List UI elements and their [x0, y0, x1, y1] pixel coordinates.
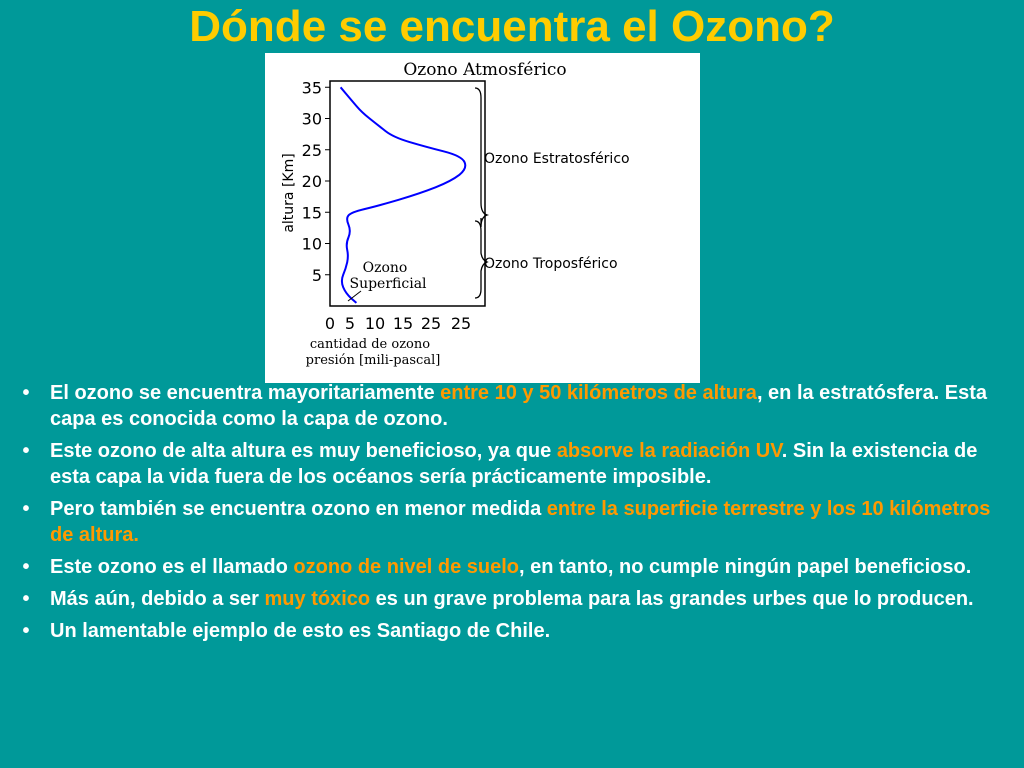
bullet-symbol: • [22, 556, 30, 578]
y-tick-label: 5 [311, 265, 322, 285]
bullet-text-tail: , en la estratósfera. Esta capa es conocida como la capa de ozono. [50, 382, 988, 430]
bullet-item [16, 438, 1011, 490]
x-tick-group [325, 314, 471, 333]
y-axis-label: altura [Km] [281, 153, 297, 233]
bullet-text: Un lamentable ejemplo de esto es Santiago de Chile. [50, 620, 551, 642]
bullet-highlight: muy tóxico [264, 588, 371, 610]
x-tick-label: 5 [344, 314, 356, 333]
bullet-item [16, 380, 1011, 432]
y-tick-label: 25 [301, 140, 322, 160]
bullet-list [16, 380, 1011, 650]
x-tick-label: 25 [420, 314, 442, 333]
surface-label-line1: Ozono [362, 260, 408, 276]
bullet-item [16, 618, 1011, 644]
x-tick-label: 10 [364, 314, 386, 333]
bullet-text: Pero también se encuentra ozono en menor medida [50, 498, 547, 520]
bullet-item [16, 554, 1011, 580]
surface-label-line2: Superficial [349, 276, 427, 292]
bullet-highlight: absorve la radiación UV [556, 440, 782, 462]
x-axis-label-line1: cantidad de ozono [309, 337, 431, 352]
bullet-highlight: entre la superficie terrestre y los 10 kilómetros de altura. [50, 498, 991, 546]
bullet-text: El ozono se encuentra mayoritariamente [50, 382, 441, 404]
y-tick-label: 15 [301, 203, 322, 223]
bullet-item [16, 586, 1011, 612]
bullet-text-tail: . Sin la existencia de esta capa la vida fuera de los océanos sería prácticamente imposible. [50, 440, 978, 488]
y-tick-label: 20 [301, 172, 322, 191]
y-tick-label: 30 [301, 109, 322, 129]
ozone-chart-figure [265, 53, 700, 383]
bullet-symbol: • [22, 620, 30, 642]
tropospheric-label: Ozono Troposférico [484, 256, 618, 272]
stratospheric-label: Ozono Estratosférico [484, 151, 630, 167]
plot-frame [330, 81, 485, 306]
bullet-item [16, 496, 1011, 548]
y-tick-label: 35 [301, 78, 322, 98]
bullet-text-tail: , en tanto, no cumple ningún papel beneficioso. [519, 556, 972, 578]
slide-title: Dónde se encuentra el Ozono? [189, 2, 835, 51]
x-tick-label: 25 [450, 314, 472, 333]
bullet-text-tail: es un grave problema para las grandes urbes que lo producen. [370, 588, 974, 610]
x-tick-label: 15 [392, 314, 414, 333]
bullet-symbol: • [22, 382, 30, 404]
y-tick-label: 10 [301, 234, 322, 254]
bullet-highlight: entre 10 y 50 kilómetros de altura [440, 382, 757, 404]
ozone-chart [265, 53, 700, 383]
chart-title: Ozono Atmosférico [403, 60, 567, 80]
bullet-text: Más aún, debido a ser [50, 588, 265, 610]
bullet-highlight: ozono de nivel de suelo [293, 556, 519, 578]
bullet-text: Este ozono de alta altura es muy beneficioso, ya que [50, 440, 557, 462]
bullet-symbol: • [22, 440, 30, 462]
x-tick-label: 0 [324, 314, 336, 333]
bullet-text: Este ozono es el llamado [50, 556, 294, 578]
bullet-symbol: • [22, 498, 30, 520]
x-axis-label-line2: presión [mili-pascal] [305, 353, 441, 368]
bullet-symbol: • [22, 588, 30, 610]
y-tick-group [302, 78, 330, 285]
